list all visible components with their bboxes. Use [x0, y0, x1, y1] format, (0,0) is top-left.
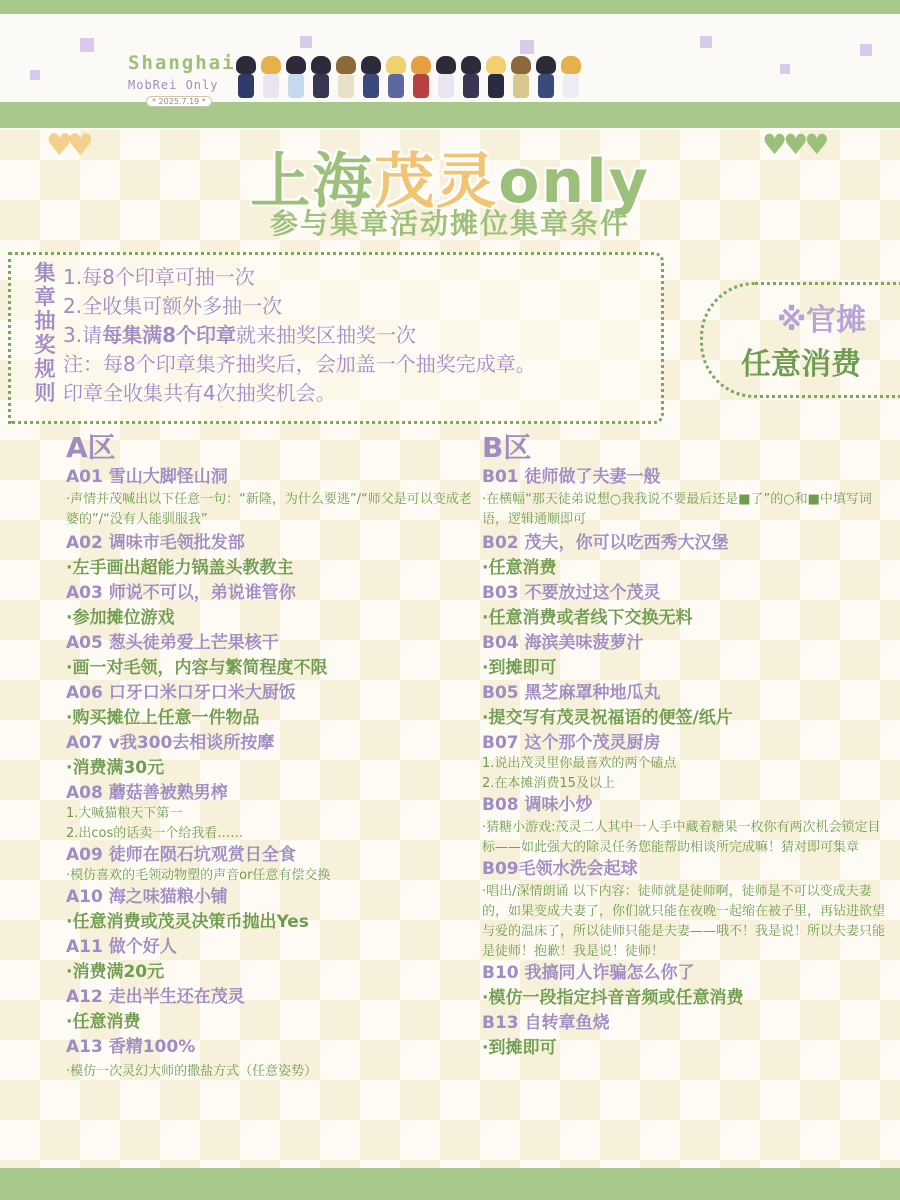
rules-text [63, 263, 653, 408]
title-part-2: 茂灵 [374, 147, 499, 217]
rule-line: 2.全收集可额外多抽一次 [63, 294, 283, 318]
zone-b-list [482, 432, 892, 1062]
booth-name: A05 葱头徒弟爱上芒果核干 [66, 633, 279, 653]
booth-name: A03 师说不可以，弟说谁管你 [66, 583, 296, 603]
booth-name: A13 香精100% [66, 1037, 196, 1057]
chibi-character [560, 56, 582, 100]
booth-condition: ·模仿一段指定抖音音频或任意消费 [482, 988, 744, 1008]
booth-name: B08 调味小炒 [482, 795, 593, 815]
booth-condition: ·任意消费 [66, 1012, 141, 1032]
pixel-decoration [520, 40, 534, 54]
chibi-character [410, 56, 432, 100]
pixel-decoration [860, 44, 872, 56]
banner-gap [0, 14, 900, 32]
booth-name: A07 v我300去相谈所按摩 [66, 733, 275, 753]
booth-condition: ·猜糖小游戏:茂灵二人其中一人手中藏着糖果一枚你有两次机会锁定目标——如此强大的除灵任务您能帮助相谈所完成嘛！猜对即可集章 [482, 820, 881, 855]
booth-name: B01 徒师做了夫妻一般 [482, 467, 661, 487]
booth-name: A10 海之味猫粮小铺 [66, 887, 228, 907]
header-banner [0, 0, 900, 130]
chibi-character [360, 56, 382, 100]
chibi-character [385, 56, 407, 100]
chibi-character [535, 56, 557, 100]
booth-condition: ·在横幅“那天徒弟说想○我我说不要最后还是■了”的○和■中填写词语，逻辑通顺即可 [482, 492, 872, 527]
chibi-character [435, 56, 457, 100]
booth-condition: 2.出cos的话卖一个给我看…… [66, 826, 244, 841]
booth-name: B13 自转章鱼烧 [482, 1013, 610, 1033]
rule-note: 注：每8个印章集齐抽奖后，会加盖一个抽奖完成章。 [63, 352, 536, 376]
zone-b-title: B区 [482, 431, 532, 464]
lottery-rules-box [8, 252, 664, 424]
booth-condition: ·声情并茂喊出以下任意一句：“新隆，为什么要逃”/“师父是可以变成老婆的”/“没有人能驯服我” [66, 492, 472, 527]
booth-condition: ·画一对毛领，内容与繁简程度不限 [66, 658, 328, 678]
rule-text: 就来抽奖区抽奖一次 [236, 323, 417, 347]
pixel-decoration [30, 70, 40, 80]
booth-name: B09毛领水洗会起球 [482, 859, 638, 879]
chibi-character [485, 56, 507, 100]
pixel-decoration [300, 36, 312, 48]
chibi-character [510, 56, 532, 100]
booth-name: B10 我搞同人诈骗怎么你了 [482, 963, 695, 983]
heart-icons-right: ♥♥♥ [762, 128, 826, 161]
rules-label: 集章抽奖规则 [34, 261, 56, 405]
booth-name: B02 茂夫，你可以吃西秀大汉堡 [482, 533, 729, 553]
banner-subtitle: MobRei Only [128, 78, 219, 92]
chibi-character [310, 56, 332, 100]
booth-name: B05 黑芝麻罩种地瓜丸 [482, 683, 661, 703]
official-booth-note [700, 282, 900, 398]
page-subtitle: 参与集章活动摊位集章条件 [269, 207, 630, 240]
booth-name: A02 调味市毛领批发部 [66, 533, 245, 553]
official-booth-condition: 任意消费 [741, 347, 861, 382]
pixel-decoration [780, 64, 790, 74]
booth-name: A12 走出半生还在茂灵 [66, 987, 245, 1007]
booth-name: B04 海滨美味菠萝汁 [482, 633, 644, 653]
booth-condition: 1.大喊猫粮天下第一 [66, 806, 183, 821]
rule-text: 3.请 [63, 323, 103, 347]
zone-a-list [66, 432, 476, 1082]
booth-name: A09 徒师在陨石坑观赏日全食 [66, 845, 296, 865]
banner-title: Shanghai [128, 52, 236, 74]
booth-condition: 1.说出茂灵里你最喜欢的两个磕点 [482, 756, 677, 771]
rule-line [63, 321, 653, 350]
footer-stripe [0, 1168, 900, 1200]
booth-condition: ·模仿一次灵幻大师的撒盐方式（任意姿势） [66, 1064, 318, 1079]
zone-a-title: A区 [66, 431, 116, 464]
chibi-character [460, 56, 482, 100]
booth-condition: ·任意消费或茂灵决策币抛出Yes [66, 912, 309, 932]
booth-condition: ·消费满30元 [66, 758, 165, 778]
booth-name: A08 蘑菇善被熟男榨 [66, 783, 228, 803]
booth-condition: ·购买摊位上任意一件物品 [66, 708, 260, 728]
booth-condition: 2.在本摊消费15及以上 [482, 776, 615, 791]
character-illustrations [235, 56, 582, 100]
chibi-character [335, 56, 357, 100]
banner-bottom-stripe [0, 102, 900, 128]
rule-emphasis: 每集满8个印章 [102, 323, 237, 347]
booth-condition: ·到摊即可 [482, 658, 557, 678]
title-part-3: only [498, 147, 650, 217]
chibi-character [285, 56, 307, 100]
booth-condition: ·参加摊位游戏 [66, 608, 175, 628]
official-booth-label: ※官摊 [777, 303, 867, 338]
chibi-character [235, 56, 257, 100]
pixel-decoration [80, 38, 94, 52]
booth-name: A11 做个好人 [66, 937, 177, 957]
booth-name: B07 这个那个茂灵厨房 [482, 733, 661, 753]
booth-condition: ·任意消费 [482, 558, 557, 578]
booth-condition: ·任意消费或者线下交换无料 [482, 608, 693, 628]
booth-condition: ·到摊即可 [482, 1038, 557, 1058]
booth-condition: ·左手画出超能力锅盖头教教主 [66, 558, 294, 578]
booth-name: A06 口牙口米口牙口米大厨饭 [66, 683, 296, 703]
booth-condition: ·模仿喜欢的毛领动物塑的声音or任意有偿交换 [66, 868, 331, 883]
title-part-1: 上海 [250, 147, 375, 217]
booth-name: B03 不要放过这个茂灵 [482, 583, 661, 603]
rule-note: 印章全收集共有4次抽奖机会。 [63, 381, 336, 405]
pixel-decoration [700, 36, 712, 48]
booth-condition: ·唱出/深情朗诵 以下内容：徒师就是徒师啊，徒师是不可以变成夫妻的，如果变成夫妻了，你们就只能在夜晚一起缩在被子里，再钻进欲望与爱的温床了，所以徒师只能是夫妻——哦不！我是说！所以夫妻只能是徒师！抱歉！我是说！徒师！ [482, 884, 886, 959]
banner-date: * 2025.7.19 * [146, 96, 212, 107]
rule-line: 1.每8个印章可抽一次 [63, 265, 255, 289]
booth-name: A01 雪山大脚怪山洞 [66, 467, 228, 487]
heart-icons-left: ♥♥ [46, 128, 88, 163]
booth-condition: ·提交写有茂灵祝福语的便签/纸片 [482, 708, 733, 728]
chibi-character [260, 56, 282, 100]
booth-condition: ·消费满20元 [66, 962, 165, 982]
